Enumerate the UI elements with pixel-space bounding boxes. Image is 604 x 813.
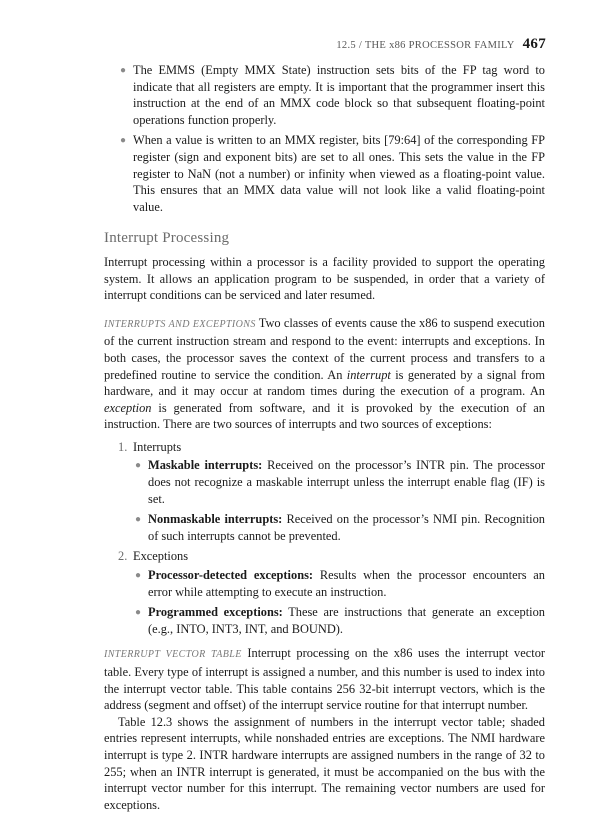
list-item (104, 132, 545, 215)
interrupts-exceptions-paragraph (104, 315, 545, 433)
bullet-text: When a value is written to an MMX register, bits [79:64] of the corresponding FP register (sign and exponent bits) are set to all ones. This sets the value in the FP register to NaN (not a number) or infinity when viewed as a floating-point value. This ensures that an MMX data value will not look like a valid floating-point value. (133, 133, 545, 214)
paragraph-text: Interrupt processing on the x86 uses the interrupt vector table. Every type of interrupt is assigned a number, and this number is used to index into the interrupt vector table. This table contains 256 32-bit interrupt vectors, which is the address (segment and offset) of the interrupt service routine for that interrupt number. (104, 646, 546, 713)
definition: Received on the processor’s NMI pin. Recognition of such interrupts cannot be prevented. (148, 512, 545, 543)
term: Nonmaskable interrupts: (148, 512, 283, 527)
bullet-icon: ● (135, 570, 142, 582)
mmx-bullet-list (104, 62, 545, 215)
definition: Received on the processor’s INTR pin. The processor does not recognize a maskable interrupt unless the interrupt enable flag (IF) is set. (148, 458, 545, 506)
running-head (336, 36, 546, 53)
list-item (104, 548, 545, 637)
list-label: Exceptions (133, 549, 189, 564)
definition: These are instructions that generate an exception (e.g., INTO, INT3, INT, and BOUND). (148, 605, 545, 636)
paragraph-text: is generated by a signal from hardware, and it may occur at random times during the execution of a program. An (104, 367, 545, 399)
bullet-text: The EMMS (Empty MMX State) instruction sets bits of the FP tag word to indicate that all registers are empty. It is important that the programmer insert this instruction at the end of an MMX code block so that subsequent floating-point operations function properly. (133, 63, 545, 127)
runin-heading: INTERRUPT VECTOR TABLE (104, 649, 242, 661)
term: Programmed exceptions: (148, 605, 283, 620)
sub-list (133, 567, 545, 637)
bullet-icon: ● (120, 135, 127, 147)
list-label: Interrupts (133, 439, 182, 454)
runin-heading: INTERRUPTS AND EXCEPTIONS (104, 318, 256, 330)
list-item (133, 567, 545, 600)
vector-table-paragraph (104, 645, 545, 713)
term: Processor-detected exceptions: (148, 568, 314, 583)
table-reference-paragraph: Table 12.3 shows the assignment of numbers in the interrupt vector table; shaded entries represent interrupts, while nonshaded entries are exceptions. The NMI hardware interrupt is type 2. INTR hardware interrupts are assigned numbers in the range of 32 to 255; when an INTR interrupt is generated, it must be accompanied on the bus with the interrupt vector number for this interrupt. The remaining vector numbers are used for exceptions. (104, 714, 545, 812)
list-number: 1. (118, 439, 128, 454)
bullet-icon: ● (135, 607, 142, 619)
body-text (104, 62, 545, 813)
intro-paragraph: Interrupt processing within a processor is a facility provided to support the operating system. It allows an application program to be suspended, in order that a variety of interrupt conditions can be serviced and later resumed. (104, 254, 545, 303)
list-item (133, 604, 545, 637)
definition: Results when the processor encounters an error while attempting to execute an instruction. (148, 568, 545, 599)
sub-list (133, 457, 545, 544)
emphasis-term: interrupt (346, 367, 391, 382)
paragraph-text: is generated from software, and it is provoked by the execution of an instruction. There are two sources of interrupts and two sources of exceptions: (104, 400, 545, 432)
bullet-icon: ● (135, 460, 142, 472)
section-heading: Interrupt Processing (104, 230, 230, 247)
list-item (133, 457, 545, 507)
list-item (104, 62, 545, 128)
list-number: 2. (118, 549, 128, 564)
bullet-icon: ● (120, 65, 127, 76)
term: Maskable interrupts: (148, 458, 263, 473)
page-number: 467 (522, 36, 546, 52)
list-item (104, 439, 545, 545)
sources-list (104, 439, 545, 638)
list-item (133, 511, 545, 544)
running-title: 12.5 / THE x86 PROCESSOR FAMILY (336, 40, 515, 51)
bullet-icon: ● (135, 514, 142, 526)
emphasis-term: exception (104, 400, 152, 415)
paragraph-text: Two classes of events cause the x86 to suspend execution of the current instruction stream and respond to the event: interrupts and exceptions. In both cases, the processor saves the context of the current process and transfers to a predefined routine to service the condition. An (104, 315, 546, 382)
